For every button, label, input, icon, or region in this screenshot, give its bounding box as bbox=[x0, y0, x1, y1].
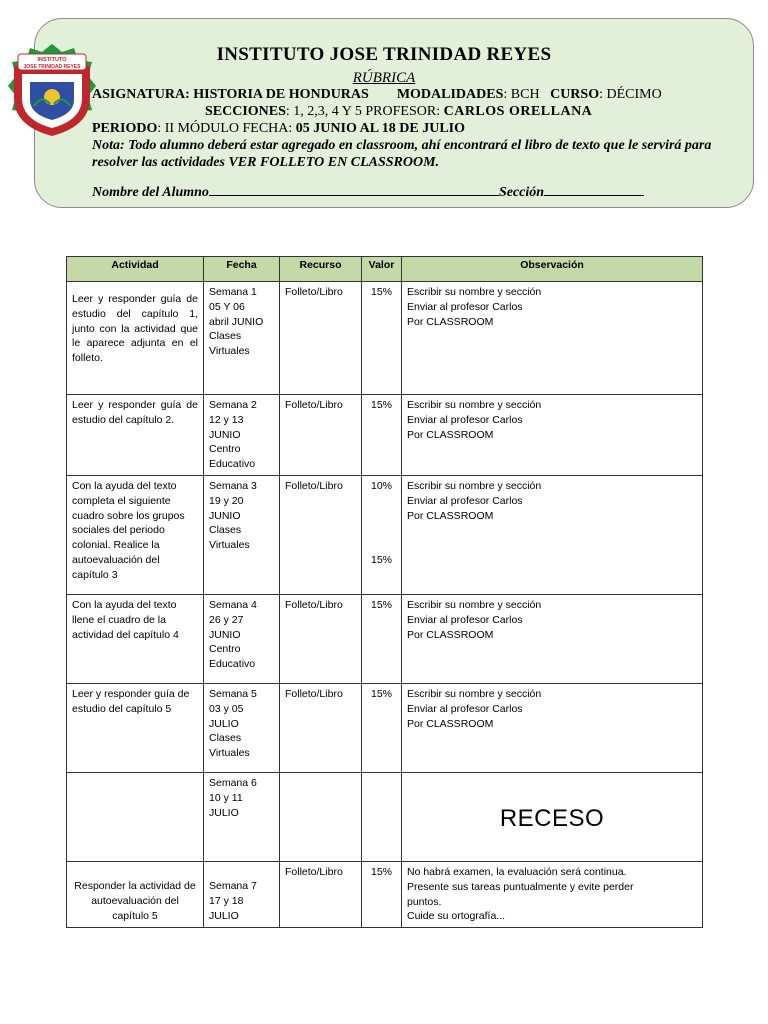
observacion-cell bbox=[402, 683, 703, 772]
fecha-line: Semana 1 bbox=[209, 286, 257, 298]
fecha-line: 05 Y 06 bbox=[209, 300, 245, 313]
actividad-cell: Con la ayuda del texto llene el cuadro de la actividad del capítulo 4 bbox=[67, 594, 204, 683]
fecha-line: Educativo bbox=[209, 658, 256, 671]
rubric-table bbox=[66, 256, 703, 928]
observacion-line: No habrá examen, la evaluación será continua. bbox=[407, 865, 627, 878]
fecha-line: Semana 6 bbox=[209, 776, 257, 789]
table-row bbox=[67, 475, 703, 594]
valor-cell: 15% bbox=[362, 861, 402, 927]
table-row bbox=[67, 861, 703, 927]
secciones-label: SECCIONES bbox=[205, 104, 286, 119]
actividad-cell: Leer y responder guía de estudio del capítulo 5 bbox=[67, 683, 204, 772]
receso-label: RECESO bbox=[499, 804, 605, 832]
table-row bbox=[67, 594, 703, 683]
periodo-line bbox=[92, 121, 465, 137]
valor-value: 10% bbox=[370, 479, 392, 492]
fecha-cell bbox=[204, 683, 280, 772]
nota-text: Nota: Todo alumno deberá estar agregado en classroom, ahí encontrará el libro de texto que le servirá para resolver las actividades VER FOLLETO EN CLASSROOM. bbox=[92, 138, 712, 170]
fecha-cell bbox=[204, 282, 280, 395]
observacion-line: Enviar al profesor Carlos bbox=[407, 494, 523, 507]
alumno-line bbox=[92, 182, 644, 201]
asignatura-label: ASIGNATURA: bbox=[92, 87, 190, 102]
fecha-line: JULIO bbox=[209, 909, 239, 922]
fecha-line: 19 y 20 bbox=[209, 494, 244, 507]
valor-cell bbox=[362, 772, 402, 861]
table-row bbox=[67, 683, 703, 772]
secciones-line bbox=[205, 104, 592, 120]
observacion-line: Por CLASSROOM bbox=[407, 315, 494, 328]
observacion-cell bbox=[402, 772, 703, 861]
fecha-line: Clases bbox=[209, 732, 242, 745]
observacion-cell bbox=[402, 395, 703, 476]
table-header-row bbox=[67, 257, 703, 282]
curso-value: : DÉCIMO bbox=[599, 87, 662, 102]
fecha-line: Virtuales bbox=[209, 345, 250, 358]
fecha-line: Virtuales bbox=[209, 747, 250, 760]
actividad-cell bbox=[67, 772, 204, 861]
fecha-value: 05 JUNIO AL 18 DE JULIO bbox=[295, 121, 465, 136]
observacion-line: Enviar al profesor Carlos bbox=[407, 613, 523, 626]
col-header-observacion: Observación bbox=[402, 257, 703, 282]
fecha-cell bbox=[204, 475, 280, 594]
observacion-line: Por CLASSROOM bbox=[407, 628, 494, 641]
fecha-line: 12 y 13 bbox=[209, 413, 244, 426]
fecha-line: JUNIO bbox=[209, 628, 241, 641]
fecha-line: Semana 4 bbox=[209, 598, 257, 611]
observacion-line: puntos. bbox=[407, 895, 442, 908]
profesor-value: CARLOS ORELLANA bbox=[443, 104, 593, 119]
logo-top-text: INSTITUTO bbox=[37, 57, 67, 63]
observacion-line: Escribir su nombre y sección bbox=[407, 687, 542, 700]
actividad-cell: Responder la actividad de autoevaluación del capítulo 5 bbox=[67, 861, 204, 927]
alumno-blank[interactable] bbox=[209, 182, 499, 196]
fecha-line: Clases bbox=[209, 524, 242, 537]
fecha-cell bbox=[204, 861, 280, 927]
fecha-line: 03 y 05 bbox=[209, 702, 244, 715]
observacion-line: Presente sus tareas puntualmente y evite perder bbox=[407, 880, 634, 893]
fecha-line: 17 y 18 bbox=[209, 894, 244, 907]
col-header-valor: Valor bbox=[362, 257, 402, 282]
observacion-line: Enviar al profesor Carlos bbox=[407, 300, 523, 313]
col-header-recurso: Recurso bbox=[280, 257, 362, 282]
valor-cell: 15% bbox=[362, 282, 402, 395]
logo-name-text: JOSE TRINIDAD REYES bbox=[23, 64, 81, 70]
valor-cell: 15% bbox=[362, 594, 402, 683]
fecha-line: Semana 2 bbox=[209, 399, 257, 411]
valor-cell bbox=[362, 475, 402, 594]
recurso-cell: Folleto/Libro bbox=[280, 861, 362, 927]
valor-cell: 15% bbox=[362, 395, 402, 476]
asignatura-line bbox=[92, 87, 662, 103]
recurso-cell: Folleto/Libro bbox=[280, 282, 362, 395]
institution-title: INSTITUTO JOSE TRINIDAD REYES bbox=[216, 44, 552, 65]
table-row bbox=[67, 772, 703, 861]
secciones-value: : 1, 2,3, 4 Y 5 PROFESOR: bbox=[285, 104, 441, 119]
modalidades-value: : BCH bbox=[503, 87, 540, 102]
fecha-line: 10 y 11 bbox=[209, 791, 243, 804]
fecha-line: JULIO bbox=[209, 717, 239, 730]
observacion-line: Por CLASSROOM bbox=[407, 717, 494, 730]
seccion-blank[interactable] bbox=[544, 182, 644, 196]
fecha-line: JUNIO bbox=[209, 428, 241, 441]
fecha-line: Centro bbox=[209, 443, 241, 456]
observacion-line: Escribir su nombre y sección bbox=[407, 286, 542, 298]
fecha-cell bbox=[204, 395, 280, 476]
asignatura-value: HISTORIA DE HONDURAS bbox=[193, 87, 369, 102]
fecha-cell bbox=[204, 594, 280, 683]
periodo-value: : II MÓDULO FECHA: bbox=[157, 121, 293, 136]
fecha-line: Semana 5 bbox=[209, 687, 257, 700]
observacion-line: Por CLASSROOM bbox=[407, 428, 494, 441]
document-title: RÚBRICA bbox=[352, 70, 416, 86]
observacion-cell bbox=[402, 861, 703, 927]
fecha-line: Virtuales bbox=[209, 539, 250, 552]
fecha-line: 26 y 27 bbox=[209, 613, 244, 626]
table-row bbox=[67, 282, 703, 395]
col-header-actividad: Actividad bbox=[67, 257, 204, 282]
observacion-cell bbox=[402, 282, 703, 395]
fecha-line: Centro bbox=[209, 643, 241, 656]
fecha-line: Educativo bbox=[209, 458, 256, 471]
observacion-line: Enviar al profesor Carlos bbox=[407, 702, 523, 715]
fecha-line: abril JUNIO bbox=[209, 315, 264, 328]
actividad-cell: Con la ayuda del texto completa el siguiente cuadro sobre los grupos sociales del periodo colonial. Realice la autoevaluación del capítulo 3 bbox=[67, 475, 204, 594]
seccion-label: Sección bbox=[498, 185, 545, 200]
observacion-line: Enviar al profesor Carlos bbox=[407, 413, 523, 426]
alumno-label: Nombre del Alumno bbox=[92, 185, 209, 200]
table-row bbox=[67, 395, 703, 476]
observacion-line: Escribir su nombre y sección bbox=[407, 479, 542, 492]
recurso-cell bbox=[280, 772, 362, 861]
actividad-cell: Leer y responder guía de estudio del capítulo 2. bbox=[67, 395, 204, 476]
observacion-line: Escribir su nombre y sección bbox=[407, 399, 542, 411]
recurso-cell: Folleto/Libro bbox=[280, 475, 362, 594]
valor-cell: 15% bbox=[362, 683, 402, 772]
curso-label: CURSO bbox=[550, 87, 600, 102]
valor-value-autoevaluacion: 15% bbox=[370, 553, 392, 566]
observacion-cell bbox=[402, 594, 703, 683]
fecha-line: JUNIO bbox=[209, 509, 241, 522]
fecha-cell bbox=[204, 772, 280, 861]
observacion-line: Cuide su ortografía... bbox=[407, 910, 506, 923]
observacion-line: Por CLASSROOM bbox=[407, 509, 494, 522]
col-header-fecha: Fecha bbox=[204, 257, 280, 282]
fecha-line: Semana 3 bbox=[209, 479, 257, 492]
fecha-line: JULIO bbox=[209, 806, 239, 819]
actividad-cell: Leer y responder guía de estudio del capítulo 1, junto con la actividad que le aparece adjunta en el folleto. bbox=[67, 282, 204, 395]
recurso-cell: Folleto/Libro bbox=[280, 683, 362, 772]
observacion-cell bbox=[402, 475, 703, 594]
modalidades-label: MODALIDADES bbox=[396, 87, 504, 102]
recurso-cell: Folleto/Libro bbox=[280, 594, 362, 683]
fecha-line: Semana 7 bbox=[209, 879, 257, 892]
observacion-line: Escribir su nombre y sección bbox=[407, 598, 542, 611]
periodo-label: PERIODO bbox=[92, 121, 158, 136]
recurso-cell: Folleto/Libro bbox=[280, 395, 362, 476]
fecha-line: Clases bbox=[209, 330, 242, 343]
